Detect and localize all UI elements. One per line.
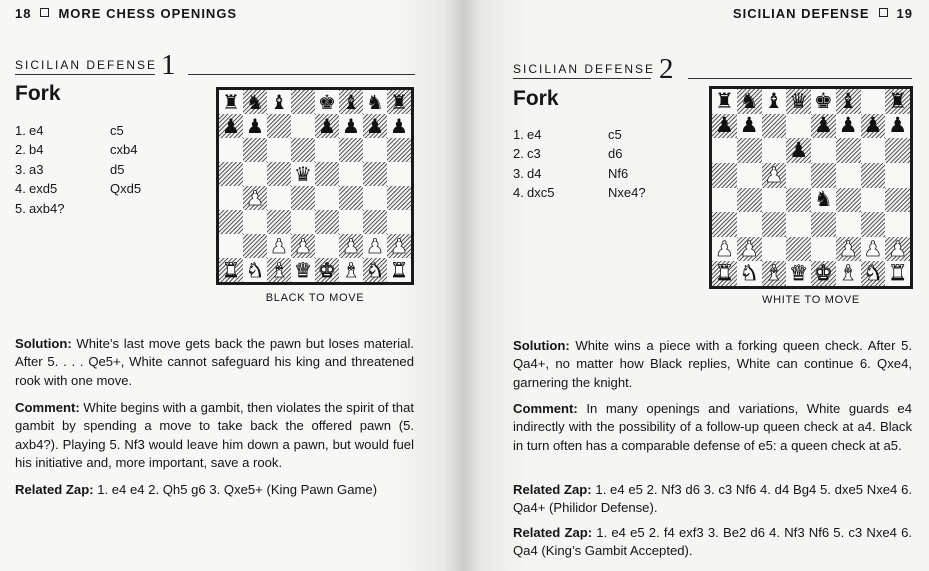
white-pawn-icon: ♟ (390, 234, 408, 258)
white-move: e4 (29, 123, 44, 138)
square-e6 (811, 138, 836, 163)
black-move: d6 (608, 146, 623, 162)
black-knight-icon: ♞ (813, 187, 833, 212)
white-queen-icon: ♛ (294, 258, 312, 282)
square-h1 (885, 261, 910, 286)
black-pawn-icon: ♟ (390, 114, 408, 138)
square-e8 (811, 89, 836, 114)
white-queen-icon: ♛ (789, 261, 809, 286)
square-g6 (363, 138, 387, 162)
solution-label-left: Solution: (15, 336, 72, 351)
square-d5 (786, 163, 811, 188)
running-head-right (733, 6, 913, 21)
square-b4 (737, 188, 762, 213)
square-f8 (339, 90, 363, 114)
square-c7 (762, 114, 787, 139)
square-a2 (712, 237, 737, 262)
black-bishop-icon: ♝ (270, 90, 288, 114)
black-bishop-icon: ♝ (838, 88, 858, 113)
section-rule-long-left (188, 74, 415, 75)
square-b3 (243, 210, 267, 234)
square-e3 (315, 210, 339, 234)
square-ornament-icon (40, 8, 49, 17)
page-number-right: 19 (896, 6, 913, 21)
square-e8 (315, 90, 339, 114)
square-e1 (811, 261, 836, 286)
white-knight-icon: ♞ (366, 258, 384, 282)
square-a6 (219, 138, 243, 162)
black-pawn-icon: ♟ (222, 114, 240, 138)
black-rook-icon: ♜ (888, 88, 908, 113)
black-pawn-icon: ♟ (246, 114, 264, 138)
white-pawn-icon: ♟ (863, 236, 883, 261)
square-h7 (387, 114, 411, 138)
square-d7 (786, 114, 811, 139)
black-bishop-icon: ♝ (764, 88, 784, 113)
white-move: b4 (29, 142, 44, 158)
comment-paragraph-left (15, 399, 414, 473)
square-a3 (712, 212, 737, 237)
related-zap-paragraph-right-1 (513, 481, 912, 518)
black-pawn-icon: ♟ (888, 113, 908, 138)
square-a8 (219, 90, 243, 114)
white-king-icon: ♚ (318, 258, 336, 282)
black-move: c5 (608, 127, 622, 142)
black-king-icon: ♚ (813, 88, 833, 113)
square-d2 (291, 234, 315, 258)
square-h8 (885, 89, 910, 114)
black-rook-icon: ♜ (714, 88, 734, 113)
square-h6 (885, 138, 910, 163)
square-f3 (339, 210, 363, 234)
white-move: d4 (527, 165, 542, 181)
square-e6 (315, 138, 339, 162)
square-h3 (387, 210, 411, 234)
white-move: e4 (527, 127, 542, 142)
black-rook-icon: ♜ (390, 90, 408, 114)
white-move: axb4? (29, 200, 65, 216)
black-move: Qxd5 (110, 181, 142, 197)
square-h7 (885, 114, 910, 139)
related-zap-paragraph-right-2 (513, 524, 912, 561)
square-e1 (315, 258, 339, 282)
move-number: 2. (513, 146, 524, 162)
white-rook-icon: ♜ (222, 258, 240, 282)
running-head-title-right: SICILIAN DEFENSE (732, 6, 870, 21)
white-move: exd5 (29, 181, 58, 197)
black-move: Nxe4? (608, 185, 646, 201)
comment-label-left: Comment: (15, 400, 80, 415)
square-h2 (885, 237, 910, 262)
square-f7 (339, 114, 363, 138)
square-d1 (291, 258, 315, 282)
square-e3 (811, 212, 836, 237)
move-number: 1. (513, 127, 524, 142)
page-number-left: 18 (15, 6, 32, 21)
black-pawn-icon: ♟ (838, 113, 858, 138)
square-g6 (861, 138, 886, 163)
move-row (513, 125, 683, 144)
move-number: 3. (513, 165, 524, 181)
move-number: 1. (15, 123, 26, 138)
move-row (15, 121, 185, 140)
black-pawn-icon: ♟ (318, 114, 336, 138)
square-a4 (712, 188, 737, 213)
square-b7 (243, 114, 267, 138)
square-e4 (315, 186, 339, 210)
square-g2 (861, 237, 886, 262)
related-zap-label-right-2: Related Zap: (513, 525, 593, 540)
square-e2 (811, 237, 836, 262)
square-f2 (836, 237, 861, 262)
white-king-icon: ♚ (813, 261, 833, 286)
square-c3 (762, 212, 787, 237)
solution-label-right: Solution: (513, 338, 570, 353)
move-number: 4. (15, 181, 26, 197)
square-g2 (363, 234, 387, 258)
move-number: 4. (513, 185, 524, 201)
white-knight-icon: ♞ (863, 261, 883, 286)
square-d2 (786, 237, 811, 262)
square-b1 (243, 258, 267, 282)
move-row (15, 160, 185, 179)
square-e5 (811, 163, 836, 188)
square-c2 (267, 234, 291, 258)
puzzle-title-right: Fork (513, 87, 559, 110)
square-f1 (836, 261, 861, 286)
black-move: cxb4 (110, 142, 138, 158)
square-h1 (387, 258, 411, 282)
square-f4 (836, 188, 861, 213)
chessboard-left (216, 87, 414, 285)
black-pawn-icon: ♟ (813, 113, 833, 138)
square-g4 (861, 188, 886, 213)
square-a7 (219, 114, 243, 138)
square-a1 (712, 261, 737, 286)
comment-text-right: In many openings and variations, White guards e4 indirectly with the possibility of a follow-up queen check at a4. Black in turn often has a comparable defense of e5: a queen check at a5. (513, 401, 912, 453)
square-b3 (737, 212, 762, 237)
to-move-caption-left: BLACK TO MOVE (265, 292, 365, 304)
move-number: 3. (15, 161, 26, 177)
square-g5 (861, 163, 886, 188)
square-d3 (786, 212, 811, 237)
square-c7 (267, 114, 291, 138)
white-pawn-icon: ♟ (342, 234, 360, 258)
square-h2 (387, 234, 411, 258)
square-h5 (885, 163, 910, 188)
square-c2 (762, 237, 787, 262)
square-c6 (762, 138, 787, 163)
running-head-left (15, 6, 237, 21)
square-d5 (291, 162, 315, 186)
move-row (513, 183, 683, 202)
right-page (462, 0, 929, 571)
square-h4 (387, 186, 411, 210)
white-rook-icon: ♜ (390, 258, 408, 282)
square-f7 (836, 114, 861, 139)
move-number: 5. (15, 200, 26, 216)
square-b8 (243, 90, 267, 114)
comment-label-right: Comment: (513, 401, 578, 416)
white-pawn-icon: ♟ (270, 234, 288, 258)
square-f2 (339, 234, 363, 258)
square-c1 (267, 258, 291, 282)
black-bishop-icon: ♝ (342, 90, 360, 114)
move-number: 2. (15, 142, 26, 158)
square-g5 (363, 162, 387, 186)
section-title-left: SICILIAN DEFENSE (15, 58, 158, 72)
square-c8 (267, 90, 291, 114)
white-bishop-icon: ♝ (342, 258, 360, 282)
section-title-right: SICILIAN DEFENSE (513, 62, 656, 76)
white-pawn-icon: ♟ (888, 236, 908, 261)
square-e5 (315, 162, 339, 186)
square-h4 (885, 188, 910, 213)
square-b5 (243, 162, 267, 186)
black-king-icon: ♚ (318, 90, 336, 114)
square-f5 (339, 162, 363, 186)
white-knight-icon: ♞ (739, 261, 759, 286)
square-h8 (387, 90, 411, 114)
solution-paragraph-right (513, 337, 912, 392)
square-a6 (712, 138, 737, 163)
related-zap-text-left: 1. e4 e4 2. Qh5 g6 3. Qxe5+ (King Pawn Game) (97, 482, 378, 497)
section-number-left: 1 (161, 49, 176, 81)
section-heading-left (15, 49, 176, 82)
black-pawn-icon: ♟ (366, 114, 384, 138)
square-h6 (387, 138, 411, 162)
square-d1 (786, 261, 811, 286)
square-c8 (762, 89, 787, 114)
left-page (0, 0, 462, 571)
square-d8 (291, 90, 315, 114)
white-rook-icon: ♜ (888, 261, 908, 286)
square-f8 (836, 89, 861, 114)
square-f5 (836, 163, 861, 188)
comment-text-left: White begins with a gambit, then violates the spirit of that gambit by spending a move to take back the offered pawn (5. axb4?). Playing 5. Nf3 would leave him down a pawn, but would fuel his initiative and, more important, save a rook. (15, 400, 414, 471)
solution-text-right: White wins a piece with a forking queen check. After 5. Qa4+, no matter how Black replies, White can continue 6. Qxe4, garnering the knight. (513, 338, 912, 390)
square-g8 (363, 90, 387, 114)
move-row (15, 179, 185, 198)
square-g4 (363, 186, 387, 210)
square-a1 (219, 258, 243, 282)
white-pawn-icon: ♟ (838, 236, 858, 261)
comment-paragraph-right (513, 400, 912, 455)
white-move: a3 (29, 161, 44, 177)
square-f1 (339, 258, 363, 282)
square-b7 (737, 114, 762, 139)
black-pawn-icon: ♟ (342, 114, 360, 138)
white-pawn-icon: ♟ (714, 236, 734, 261)
move-row (513, 164, 683, 183)
section-number-right: 2 (659, 53, 674, 85)
square-e7 (315, 114, 339, 138)
white-bishop-icon: ♝ (838, 261, 858, 286)
square-d4 (291, 186, 315, 210)
white-rook-icon: ♜ (714, 261, 734, 286)
black-rook-icon: ♜ (222, 90, 240, 114)
square-c5 (762, 163, 787, 188)
white-bishop-icon: ♝ (270, 258, 288, 282)
black-pawn-icon: ♟ (739, 113, 759, 138)
black-queen-icon: ♛ (294, 162, 312, 186)
square-b1 (737, 261, 762, 286)
square-d3 (291, 210, 315, 234)
square-f6 (339, 138, 363, 162)
square-c4 (267, 186, 291, 210)
square-d4 (786, 188, 811, 213)
section-heading-right (513, 53, 674, 86)
square-b6 (737, 138, 762, 163)
square-a5 (219, 162, 243, 186)
square-f4 (339, 186, 363, 210)
square-ornament-icon (879, 8, 888, 17)
square-g8 (861, 89, 886, 114)
square-f6 (836, 138, 861, 163)
square-b8 (737, 89, 762, 114)
related-zap-paragraph-left (15, 481, 414, 499)
puzzle-title-left: Fork (15, 82, 61, 105)
square-e2 (315, 234, 339, 258)
running-head-title-left: MORE CHESS OPENINGS (58, 6, 238, 21)
to-move-caption-right: WHITE TO MOVE (762, 294, 860, 306)
square-h3 (885, 212, 910, 237)
move-row (15, 140, 185, 159)
solution-text-left: White’s last move gets back the pawn but loses material. After 5. . . . Qe5+, White cannot safeguard his king and threatened rook with one move. (15, 336, 415, 388)
white-pawn-icon: ♟ (294, 234, 312, 258)
square-a7 (712, 114, 737, 139)
square-a3 (219, 210, 243, 234)
move-row (513, 144, 683, 163)
square-e7 (811, 114, 836, 139)
square-e4 (811, 188, 836, 213)
related-zap-text-right-1: 1. e4 e5 2. Nf3 d6 3. c3 Nf6 4. d4 Bg4 5. dxe5 Nxe4 6. Qa4+ (Philidor Defense). (513, 482, 912, 516)
related-zap-label-right-1: Related Zap: (513, 482, 592, 497)
square-d8 (786, 89, 811, 114)
square-c6 (267, 138, 291, 162)
square-a5 (712, 163, 737, 188)
square-g3 (363, 210, 387, 234)
section-rule-short-left (15, 74, 155, 75)
black-move: c5 (110, 123, 124, 138)
white-pawn-icon: ♟ (246, 186, 264, 210)
black-knight-icon: ♞ (246, 90, 264, 114)
section-rule-short-right (513, 78, 651, 79)
black-knight-icon: ♞ (739, 88, 759, 113)
square-h5 (387, 162, 411, 186)
black-queen-icon: ♛ (789, 88, 809, 113)
white-move: c3 (527, 146, 541, 162)
black-move: Nf6 (608, 165, 629, 181)
black-pawn-icon: ♟ (863, 113, 883, 138)
move-list-left (15, 121, 185, 218)
square-g7 (363, 114, 387, 138)
square-c3 (267, 210, 291, 234)
square-g1 (363, 258, 387, 282)
white-pawn-icon: ♟ (739, 236, 759, 261)
square-b2 (243, 234, 267, 258)
square-d7 (291, 114, 315, 138)
white-move: dxc5 (527, 185, 555, 201)
square-g3 (861, 212, 886, 237)
black-pawn-icon: ♟ (714, 113, 734, 138)
square-c5 (267, 162, 291, 186)
square-b6 (243, 138, 267, 162)
square-b2 (737, 237, 762, 262)
square-a8 (712, 89, 737, 114)
square-d6 (291, 138, 315, 162)
square-c4 (762, 188, 787, 213)
black-move: d5 (110, 161, 125, 177)
move-row (15, 199, 185, 218)
solution-paragraph-left (15, 335, 414, 390)
white-pawn-icon: ♟ (764, 162, 784, 187)
square-f3 (836, 212, 861, 237)
square-a2 (219, 234, 243, 258)
black-pawn-icon: ♟ (789, 138, 809, 163)
black-knight-icon: ♞ (366, 90, 384, 114)
move-list-right (513, 125, 683, 203)
square-c1 (762, 261, 787, 286)
square-a4 (219, 186, 243, 210)
square-g7 (861, 114, 886, 139)
related-zap-label-left: Related Zap: (15, 482, 94, 497)
square-b5 (737, 163, 762, 188)
square-g1 (861, 261, 886, 286)
chessboard-right (709, 86, 913, 289)
square-b4 (243, 186, 267, 210)
white-knight-icon: ♞ (246, 258, 264, 282)
square-d6 (786, 138, 811, 163)
white-pawn-icon: ♟ (366, 234, 384, 258)
section-rule-long-right (688, 78, 912, 79)
white-bishop-icon: ♝ (764, 261, 784, 286)
related-zap-text-right-2: 1. e4 e5 2. f4 exf3 3. Be2 d6 4. Nf3 Nf6 5. c3 Nxe4 6. Qa4 (King’s Gambit Accepted). (513, 525, 913, 559)
